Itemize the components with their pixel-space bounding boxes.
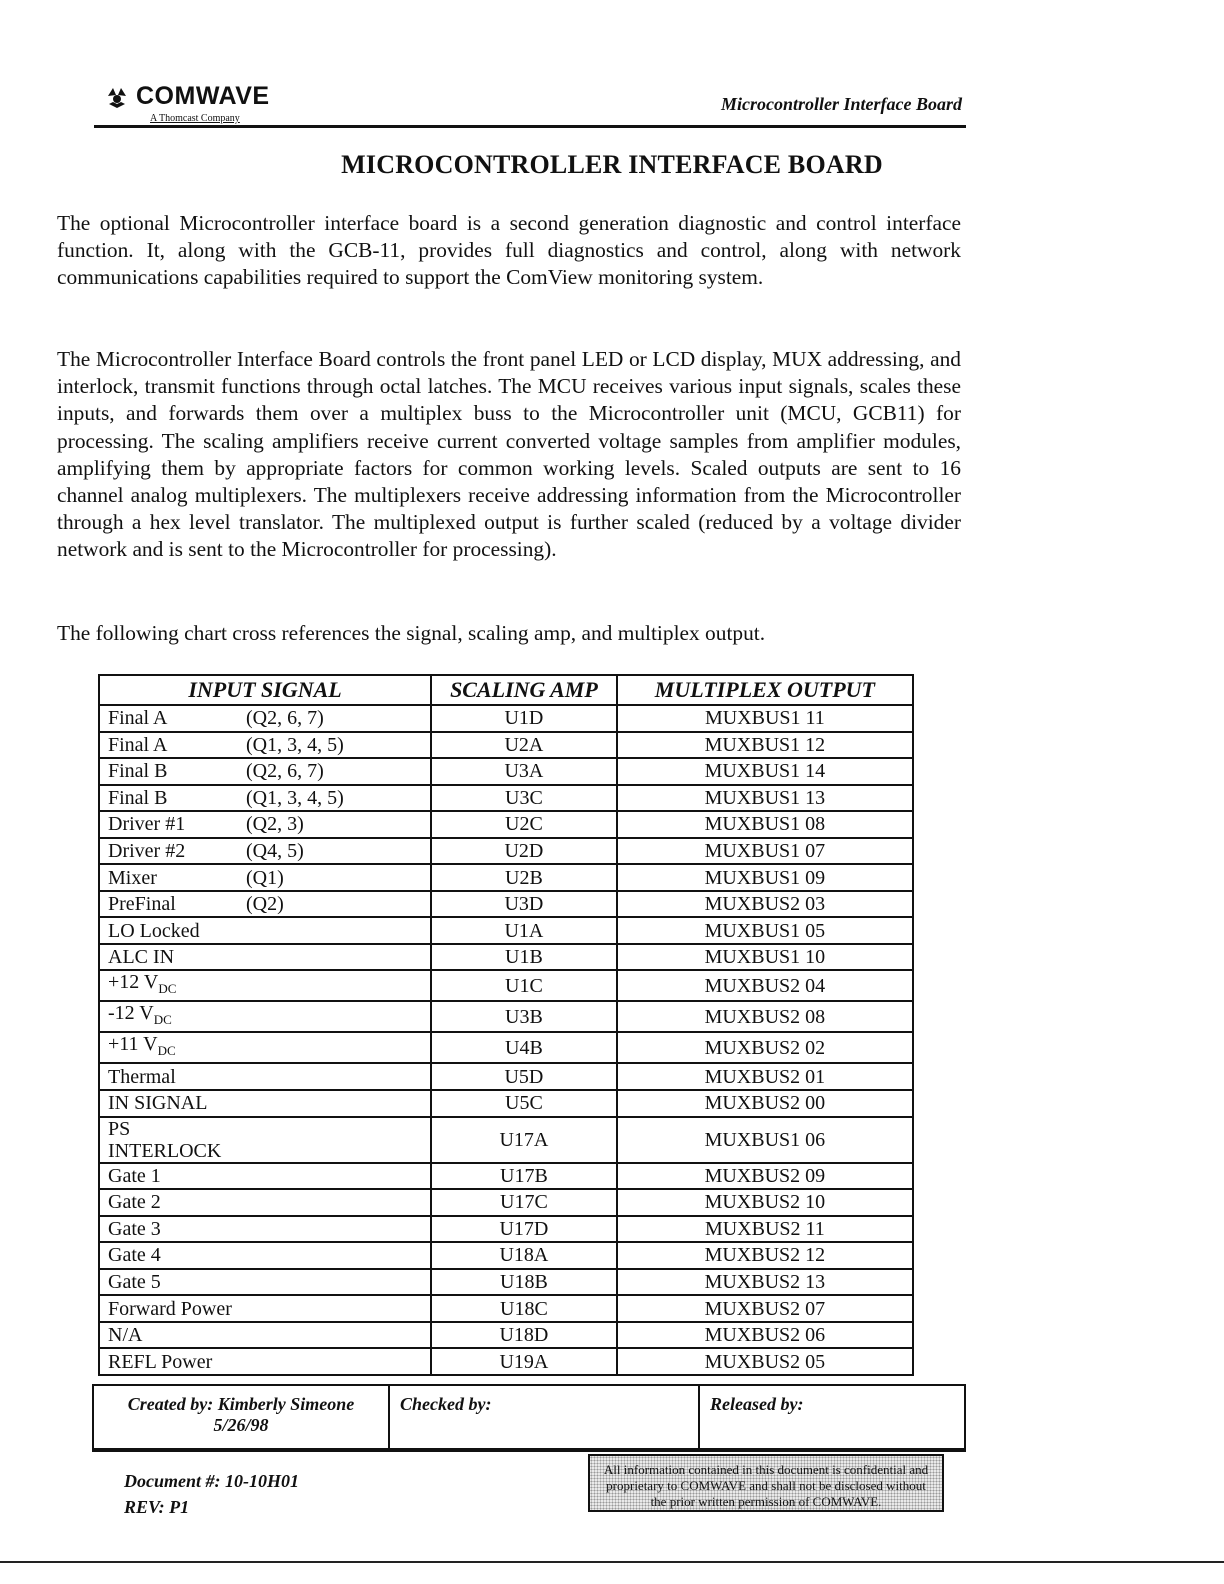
table-row xyxy=(99,891,913,918)
table-header-row xyxy=(99,675,913,705)
signal-name xyxy=(108,1191,246,1213)
signal-name xyxy=(108,1244,246,1266)
table-row xyxy=(99,1063,913,1090)
multiplex-output-cell: MUXBUS2 07 xyxy=(617,1295,913,1322)
signal-name xyxy=(108,840,246,862)
input-signal-cell xyxy=(99,838,431,865)
signal-name-text: Gate 5 xyxy=(108,1271,161,1294)
signal-name-text: +11 V xyxy=(108,1033,158,1056)
input-signal-cell xyxy=(99,1001,431,1032)
table-row xyxy=(99,917,913,944)
page-bottom-rule xyxy=(0,1561,1224,1563)
signal-name-text: Final A xyxy=(108,707,168,730)
scaling-amp-cell: U5D xyxy=(431,1063,617,1090)
input-signal-cell xyxy=(99,1295,431,1322)
input-signal-cell xyxy=(99,864,431,891)
table-row xyxy=(99,944,913,971)
input-signal-cell xyxy=(99,1322,431,1349)
multiplex-output-cell: MUXBUS1 11 xyxy=(617,705,913,732)
input-signal-cell xyxy=(99,917,431,944)
checked-by: Checked by: xyxy=(390,1386,700,1448)
input-signal-cell xyxy=(99,1189,431,1216)
scaling-amp-cell: U3A xyxy=(431,758,617,785)
input-signal-cell xyxy=(99,1032,431,1063)
table-row xyxy=(99,1348,913,1375)
signal-name-text: PS INTERLOCK xyxy=(108,1117,222,1162)
multiplex-output-cell: MUXBUS1 14 xyxy=(617,758,913,785)
table-row xyxy=(99,705,913,732)
table-row xyxy=(99,1163,913,1190)
multiplex-output-cell: MUXBUS2 03 xyxy=(617,891,913,918)
multiplex-output-cell: MUXBUS1 09 xyxy=(617,864,913,891)
scaling-amp-cell: U18D xyxy=(431,1322,617,1349)
scaling-amp-cell: U2A xyxy=(431,732,617,759)
created-by-cell xyxy=(94,1386,390,1448)
signal-name xyxy=(108,734,246,756)
multiplex-output-cell: MUXBUS2 11 xyxy=(617,1216,913,1243)
signal-name xyxy=(108,1002,246,1031)
signal-detail: (Q2, 6, 7) xyxy=(246,707,324,730)
table-row xyxy=(99,785,913,812)
signal-name xyxy=(108,867,246,889)
scaling-amp-cell: U19A xyxy=(431,1348,617,1375)
signal-name-text: IN SIGNAL xyxy=(108,1092,208,1115)
signal-detail: (Q1, 3, 4, 5) xyxy=(246,786,344,809)
signal-name xyxy=(108,971,246,1000)
scaling-amp-cell: U17D xyxy=(431,1216,617,1243)
signal-name xyxy=(108,813,246,835)
signal-name xyxy=(108,893,246,915)
signal-name xyxy=(108,920,246,942)
released-by: Released by: xyxy=(710,1394,804,1414)
input-signal-cell xyxy=(99,1242,431,1269)
scaling-amp-cell: U2B xyxy=(431,864,617,891)
table-row xyxy=(99,1117,913,1163)
signal-name-text: N/A xyxy=(108,1324,143,1347)
table-row xyxy=(99,732,913,759)
multiplex-output-cell: MUXBUS1 07 xyxy=(617,838,913,865)
input-signal-cell xyxy=(99,1090,431,1117)
signal-name xyxy=(108,1033,246,1062)
multiplex-output-cell: MUXBUS1 13 xyxy=(617,785,913,812)
multiplex-output-cell: MUXBUS2 10 xyxy=(617,1189,913,1216)
signal-name-text: ALC IN xyxy=(108,946,175,969)
signal-name-text: Gate 2 xyxy=(108,1191,161,1214)
table-row xyxy=(99,1216,913,1243)
signal-name-text: PreFinal xyxy=(108,893,176,916)
scaling-amp-cell: U3C xyxy=(431,785,617,812)
table-row xyxy=(99,1269,913,1296)
signal-name xyxy=(108,760,246,782)
signal-name-text: Final B xyxy=(108,760,168,783)
signal-name xyxy=(108,1218,246,1240)
input-signal-cell xyxy=(99,970,431,1001)
input-signal-cell xyxy=(99,1063,431,1090)
scaling-amp-cell: U1A xyxy=(431,917,617,944)
scaling-amp-cell: U1B xyxy=(431,944,617,971)
table-row xyxy=(99,838,913,865)
signal-name-text: +12 V xyxy=(108,971,159,994)
scaling-amp-cell: U17B xyxy=(431,1163,617,1190)
document-number: Document #: 10-10H01 xyxy=(124,1471,299,1491)
signal-name-text: REFL Power xyxy=(108,1350,213,1373)
scaling-amp-cell: U3B xyxy=(431,1001,617,1032)
input-signal-cell xyxy=(99,785,431,812)
signal-name xyxy=(108,946,246,968)
header-multiplex-output: MULTIPLEX OUTPUT xyxy=(617,675,913,705)
signal-cross-reference-table xyxy=(98,674,914,1376)
input-signal-cell xyxy=(99,1163,431,1190)
input-signal-cell xyxy=(99,1348,431,1375)
multiplex-output-cell: MUXBUS2 04 xyxy=(617,970,913,1001)
table-row xyxy=(99,758,913,785)
multiplex-output-cell: MUXBUS2 05 xyxy=(617,1348,913,1375)
table-row xyxy=(99,1322,913,1349)
input-signal-cell xyxy=(99,1216,431,1243)
table-row xyxy=(99,1001,913,1032)
header-scaling-amp: SCALING AMP xyxy=(431,675,617,705)
signal-name-text: Forward Power xyxy=(108,1297,232,1320)
signal-name-text: Final A xyxy=(108,733,168,756)
signal-name xyxy=(108,1298,246,1320)
table-row xyxy=(99,864,913,891)
signal-name-text: LO Locked xyxy=(108,919,200,942)
input-signal-cell xyxy=(99,732,431,759)
created-by: Created by: Kimberly Simeone xyxy=(127,1394,355,1414)
scaling-amp-cell: U1C xyxy=(431,970,617,1001)
input-signal-cell xyxy=(99,891,431,918)
table-row xyxy=(99,1295,913,1322)
description-paragraph: The Microcontroller Interface Board controls the front panel LED or LCD display, MUX addressing, and interlock, transmit functions through octal latches. The MCU receives various input signals, scales these inputs, and forwards them over a multiplex buss to the Microcontroller unit (MCU, GCB11) for processing. The scaling amplifiers receive current converted voltage samples from amplifier modules, amplifying them by appropriate factors for common working levels. Scaled outputs are sent to 16 channel analog multiplexers. The multiplexers receive addressing information from the Microcontroller through a hex level translator. The multiplexed output is further scaled (reduced by a voltage divider network and is sent to the Microcontroller for processing). xyxy=(57,347,961,562)
scaling-amp-cell: U1D xyxy=(431,705,617,732)
multiplex-output-cell: MUXBUS2 13 xyxy=(617,1269,913,1296)
input-signal-cell xyxy=(99,758,431,785)
multiplex-output-cell: MUXBUS2 06 xyxy=(617,1322,913,1349)
document-info xyxy=(124,1468,299,1520)
input-signal-cell xyxy=(99,1269,431,1296)
multiplex-output-cell: MUXBUS1 05 xyxy=(617,917,913,944)
confidentiality-notice: All information contained in this document is confidential and proprietary to COMWAVE and shall not be disclosed without the prior written permission of COMWAVE. xyxy=(588,1454,944,1512)
signal-detail: (Q1) xyxy=(246,866,284,889)
signal-name xyxy=(108,1271,246,1293)
chart-intro-paragraph: The following chart cross references the signal, scaling amp, and multiplex output. xyxy=(57,621,766,645)
signal-name-text: Mixer xyxy=(108,866,157,889)
scaling-amp-cell: U2C xyxy=(431,811,617,838)
header-title: Microcontroller Interface Board xyxy=(721,94,962,114)
document-title: MICROCONTROLLER INTERFACE BOARD xyxy=(341,150,883,179)
multiplex-output-cell: MUXBUS2 01 xyxy=(617,1063,913,1090)
multiplex-output-cell: MUXBUS2 08 xyxy=(617,1001,913,1032)
table-row xyxy=(99,1189,913,1216)
signal-detail: (Q2, 3) xyxy=(246,813,304,836)
input-signal-cell xyxy=(99,811,431,838)
signal-name-text: Gate 1 xyxy=(108,1164,161,1187)
logo-text: COMWAVE xyxy=(136,82,270,110)
signal-detail: (Q2, 6, 7) xyxy=(246,760,324,783)
scaling-amp-cell: U3D xyxy=(431,891,617,918)
signal-detail: (Q1, 3, 4, 5) xyxy=(246,733,344,756)
header-input-signal: INPUT SIGNAL xyxy=(99,675,431,705)
table-row xyxy=(99,1032,913,1063)
signal-name-text: Final B xyxy=(108,786,168,809)
signal-subscript: DC xyxy=(153,1012,172,1028)
multiplex-output-cell: MUXBUS2 00 xyxy=(617,1090,913,1117)
header-divider xyxy=(94,125,966,128)
multiplex-output-cell: MUXBUS1 10 xyxy=(617,944,913,971)
signal-name xyxy=(108,1165,246,1187)
signal-name xyxy=(108,1066,246,1088)
signal-name xyxy=(108,1118,246,1162)
scaling-amp-cell: U5C xyxy=(431,1090,617,1117)
signal-name-text: Gate 4 xyxy=(108,1244,161,1267)
signal-name xyxy=(108,1324,246,1346)
scaling-amp-cell: U4B xyxy=(431,1032,617,1063)
multiplex-output-cell: MUXBUS1 08 xyxy=(617,811,913,838)
multiplex-output-cell: MUXBUS1 12 xyxy=(617,732,913,759)
input-signal-cell xyxy=(99,1117,431,1163)
company-logo xyxy=(104,82,294,124)
signal-name xyxy=(108,787,246,809)
input-signal-cell xyxy=(99,705,431,732)
signal-detail: (Q4, 5) xyxy=(246,840,304,862)
document-revision: REV: P1 xyxy=(124,1497,190,1517)
scaling-amp-cell: U18A xyxy=(431,1242,617,1269)
signal-name-text: Driver #2 xyxy=(108,840,186,862)
multiplex-output-cell: MUXBUS1 06 xyxy=(617,1117,913,1163)
table-row xyxy=(99,1242,913,1269)
created-date: 5/26/98 xyxy=(213,1415,269,1435)
signal-name-text: -12 V xyxy=(108,1002,154,1025)
comwave-logo-icon xyxy=(104,84,130,110)
logo-subtitle: A Thomcast Company xyxy=(150,113,240,124)
scaling-amp-cell: U18B xyxy=(431,1269,617,1296)
signal-subscript: DC xyxy=(158,981,177,997)
multiplex-output-cell: MUXBUS2 12 xyxy=(617,1242,913,1269)
signal-name-text: Driver #1 xyxy=(108,813,186,836)
signal-name xyxy=(108,1351,246,1373)
signal-detail: (Q2) xyxy=(246,893,284,916)
table-row xyxy=(99,811,913,838)
scaling-amp-cell: U18C xyxy=(431,1295,617,1322)
input-signal-cell xyxy=(99,944,431,971)
multiplex-output-cell: MUXBUS2 09 xyxy=(617,1163,913,1190)
multiplex-output-cell: MUXBUS2 02 xyxy=(617,1032,913,1063)
signal-name-text: Gate 3 xyxy=(108,1217,161,1240)
intro-paragraph: The optional Microcontroller interface board is a second generation diagnostic and control interface function. It, along with the GCB-11, provides full diagnostics and control, along with network communications capabilities required to support the ComView monitoring system. xyxy=(57,211,961,290)
scaling-amp-cell: U17A xyxy=(431,1117,617,1163)
signoff-box xyxy=(92,1384,966,1452)
table-row xyxy=(99,1090,913,1117)
scaling-amp-cell: U2D xyxy=(431,838,617,865)
scaling-amp-cell: U17C xyxy=(431,1189,617,1216)
signal-name xyxy=(108,707,246,729)
signal-subscript: DC xyxy=(157,1043,176,1059)
signal-name-text: Thermal xyxy=(108,1065,176,1088)
signal-name xyxy=(108,1092,246,1114)
table-row xyxy=(99,970,913,1001)
